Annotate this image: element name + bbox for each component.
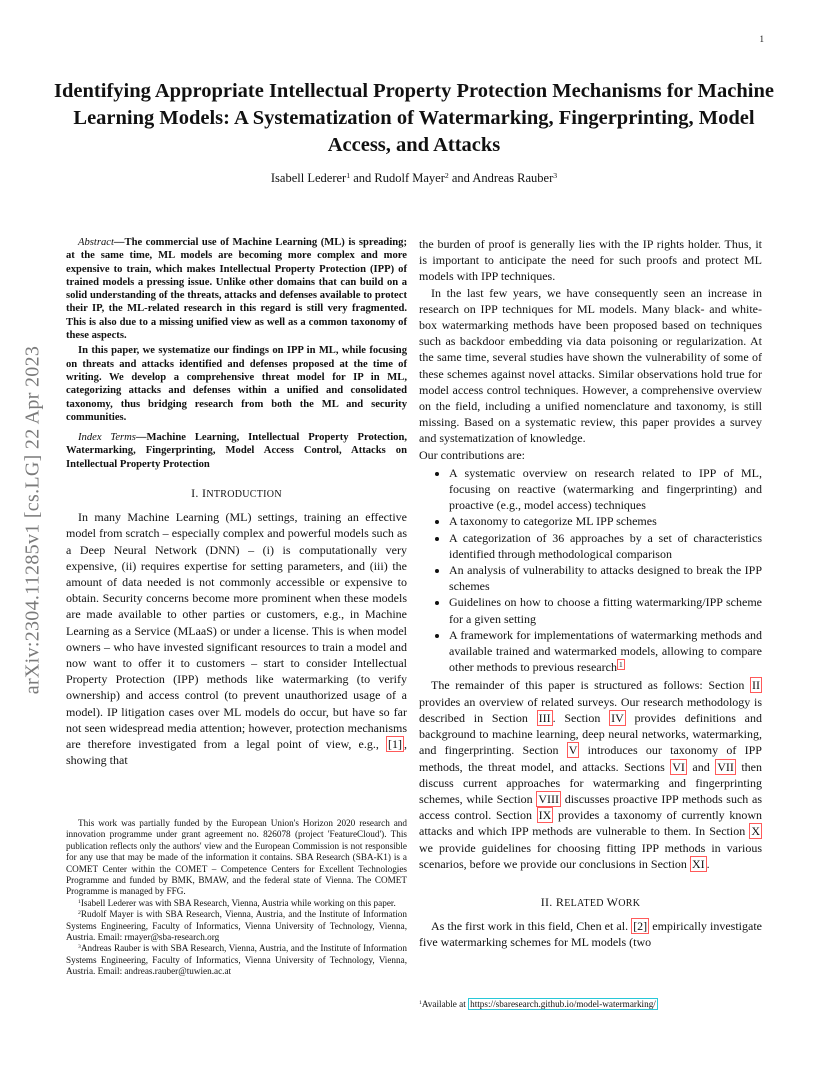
section-link[interactable]: III	[538, 710, 551, 725]
footnote-mark: 2	[78, 910, 81, 917]
abstract-label: Abstract	[78, 237, 114, 248]
contributions-lead: Our contributions are:	[419, 447, 525, 462]
citation-link[interactable]: [1]	[388, 737, 402, 752]
abstract-paragraph	[66, 236, 407, 342]
list-item: • A taxonomy to categorize ML IPP schemes	[449, 513, 762, 529]
section-link[interactable]: II	[752, 678, 760, 693]
body-text: , showing that	[66, 737, 407, 768]
section-link[interactable]: X	[751, 824, 760, 839]
footnote-mark: 1	[78, 898, 81, 905]
body-text: provides an overview of related surveys. Our research methodology is described in Section	[419, 694, 762, 725]
footnote-text: Andreas Rauber is with SBA Research, Vienna, Austria, and the Institute of Information Systems Engineering, Faculty of Informatics, Vienna University of Technology, Vienna, Austria. Email: andreas.rauber@tuwien.ac.at	[66, 943, 407, 977]
body-text: discusses proactive IPP methods such as access control. Section	[419, 791, 762, 823]
right-footnote	[419, 998, 762, 1010]
author-separator: and	[448, 171, 473, 185]
body-text: The remainder of this paper is structured as follows: Section	[431, 678, 750, 693]
footnote-link[interactable]: 1	[618, 660, 623, 670]
left-footnotes	[66, 818, 407, 978]
repository-url-link[interactable]: https://sbaresearch.github.io/model-watermarking/	[470, 999, 656, 1009]
author-separator: and	[350, 171, 375, 185]
section-initial: W	[606, 894, 619, 909]
citation-link[interactable]: [2]	[633, 919, 648, 934]
index-terms-label: Index Terms	[78, 432, 136, 444]
body-text: empirically investigate five watermarking schemes for ML models (two	[419, 919, 762, 950]
section-link[interactable]: VIII	[538, 791, 560, 806]
body-text: then discuss current approaches for watermarking and fingerprinting schemes, while Section	[419, 759, 762, 806]
footnote	[66, 909, 407, 943]
footnote-text: Rudolf Mayer is with SBA Research, Vienna, Austria, and the Institute of Information Systems Engineering, Faculty of Informatics, Vienna University of Technology, Vienna, Austria. Email: rmayer@sba-research.org	[66, 909, 407, 943]
body-text: .	[706, 856, 710, 871]
list-item: • An analysis of vulnerability to attacks designed to break the IPP schemes	[449, 562, 762, 594]
abstract-paragraph: In this paper, we systematize our findings on IPP in ML, while focusing on threats and attacks identified and defenses proposed at the time of writing. We develop a comprehensive threat model for IP in ML, categorizing attacks and defenses within a unified and consolidated taxonomy, thus bridging research from both the ML and security communities.	[66, 345, 407, 423]
list-item: • A systematic overview on research related to IPP of ML, focusing on reactive (watermarking and fingerprinting) and proactive (e.g., model access) techniques	[449, 465, 762, 514]
affiliation-mark: 2	[444, 170, 449, 180]
section-initial: I	[202, 486, 207, 501]
section-smallcaps: NTRODUCTION	[206, 489, 282, 501]
body-paragraph	[419, 918, 762, 950]
section-smallcaps: ORK	[618, 897, 641, 909]
body-text: introduces our taxonomy of IPP methods, the threat model, and attacks. Sections	[419, 743, 762, 774]
funding-note: This work was partially funded by the European Union's Horizon 2020 research and innovation programme under grant agreement no. 826078 (project 'FeatureCloud'). This publication reflects only the authors' view and the European Commission is not responsible for any use that may be made of the information it contains. SBA Research (SBA-K1) is a COMET Center within the COMET – Competence Centers for Excellent Technologies Programme and funded by BMK, BMAW, and the federal state of Vienna. The COMET Programme is managed by FFG.	[66, 818, 407, 897]
index-terms	[66, 431, 407, 471]
list-item: • Guidelines on how to choose a fitting watermarking/IPP scheme for a given setting	[449, 594, 762, 626]
body-text: and	[686, 759, 716, 774]
right-column	[419, 236, 762, 951]
abstract-text: The commercial use of Machine Learning (ML) is spreading; at the same time, ML models are becoming more complex and more expensive to train, which makes Intellectual Property Protection (IPP) of trained models a pressing issue. Unlike other domains that can build on a solid understanding of the threats, attacks and defenses available to protect their IP, the ML-related research in this regard is still very fragmented. This is also due to a missing unified view as well as a common taxonomy of these aspects.	[66, 237, 407, 342]
contributions-list	[419, 465, 762, 676]
footnote-mark: 1	[419, 999, 422, 1006]
body-paragraph	[419, 677, 762, 871]
index-terms-text: Machine Learning, Intellectual Property Protection, Watermarking, Fingerprinting, Model Access Control, Attacks on Intellectual Property Protection	[66, 432, 407, 470]
author-line	[0, 171, 828, 186]
section-link[interactable]: VII	[717, 759, 734, 774]
left-column	[66, 236, 407, 769]
body-paragraph: In the last few years, we have consequently seen an increase in research on IPP techniques for ML models. Many black- and white-box watermarking methods have been proposed based on techniques such as backdoor embedding via data poisoning or regularization. At the same time, several studies have shown the vulnerability of some of these schemes against novel attacks. Similar observations hold true for model access control techniques. However, a comprehensive overview on the field, including a unified nomenclature and taxonomy, is still missing. Based on a systematic review, this paper provides a survey and systematization of knowledge.	[419, 285, 762, 446]
affiliation-mark: 3	[553, 170, 558, 180]
section-link[interactable]: VI	[672, 759, 685, 774]
abstract-dash: —	[113, 237, 125, 248]
section-number: I.	[191, 486, 203, 501]
body-text: . Section	[552, 710, 610, 725]
author-name: Rudolf Mayer	[374, 171, 445, 185]
body-text: we provide guidelines for choosing fitting IPP methods in various scenarios, before we provide our conclusions in Section	[419, 840, 762, 871]
section-number: II.	[540, 894, 556, 909]
list-item	[449, 627, 762, 676]
section-initial: R	[555, 894, 565, 909]
body-text: As the first work in this field, Chen et al.	[431, 919, 632, 934]
body-paragraph	[66, 509, 407, 768]
list-item-text: A framework for implementations of watermarking methods and available trained and watermarked models, allowing to compare other methods to previous research	[449, 627, 762, 675]
author-name: Andreas Rauber	[472, 171, 554, 185]
index-terms-dash: —	[135, 432, 147, 444]
section-link[interactable]: V	[568, 743, 578, 758]
section-heading-introduction	[66, 485, 407, 503]
footnote-text: Available at	[421, 999, 469, 1009]
section-smallcaps: ELATED	[564, 897, 607, 909]
body-text: provides a taxonomy of currently known attacks and which IPP methods are vulnerable to them. In Section	[419, 808, 762, 839]
arxiv-sidebar	[23, 285, 43, 755]
footnote	[66, 898, 407, 909]
section-link[interactable]: IX	[538, 808, 552, 823]
body-paragraph: the burden of proof is generally lies with the IP rights holder. Thus, it is important to anticipate the need for such proofs and protect ML models with IPP techniques.	[419, 237, 762, 284]
footnote-mark: 3	[78, 944, 81, 951]
section-link[interactable]: IV	[611, 710, 624, 725]
body-text: In many Machine Learning (ML) settings, training an effective model from scratch – especially complex and powerful models such as a Deep Neural Network (DNN) – (i) is computationally very expensive, (ii) requires expertise for setting parameters, and (iii) the amount of data needed is not commonly accessible or expensive to obtain. Security concerns become more prominent when these models are made available to other parties or customers, e.g., in Machine Learning as a Service (MLaaS) or under a license. This is when model owners – who have invested significant resources to train a model and now want to offer it to customers – start to consider Intellectual Property Protection (IPP) methods like watermarking (to verify ownership) and access control (to prevent unauthorized usage of a model). IP litigation cases over ML models do occur, but have so far not seen widespread media attention; however, protection mechanisms are therefore investigated from a legal point of view, e.g.,	[66, 510, 407, 752]
section-heading-related-work	[419, 894, 762, 912]
footnote-text: Isabell Lederer was with SBA Research, Vienna, Austria while working on this paper.	[80, 897, 396, 908]
section-link[interactable]: XI	[691, 856, 705, 871]
list-item: • A categorization of 36 approaches by a set of characteristics identified through methodological comparison	[449, 530, 762, 562]
arxiv-identifier: arXiv:2304.11285v1 [cs.LG] 22 Apr 2023	[21, 345, 44, 695]
affiliation-mark: 1	[346, 170, 351, 180]
footnote	[66, 943, 407, 977]
page-number: 1	[759, 34, 764, 44]
paper-title: Identifying Appropriate Intellectual Property Protection Mechanisms for Machine Learning Models: A Systematization of Watermarking, Fingerprinting, Model Access, and Attacks	[54, 80, 774, 156]
body-text: provides definitions and background to machine learning, deep neural networks, watermarking, and fingerprinting. Section	[419, 710, 763, 758]
author-name: Isabell Lederer	[270, 171, 347, 185]
